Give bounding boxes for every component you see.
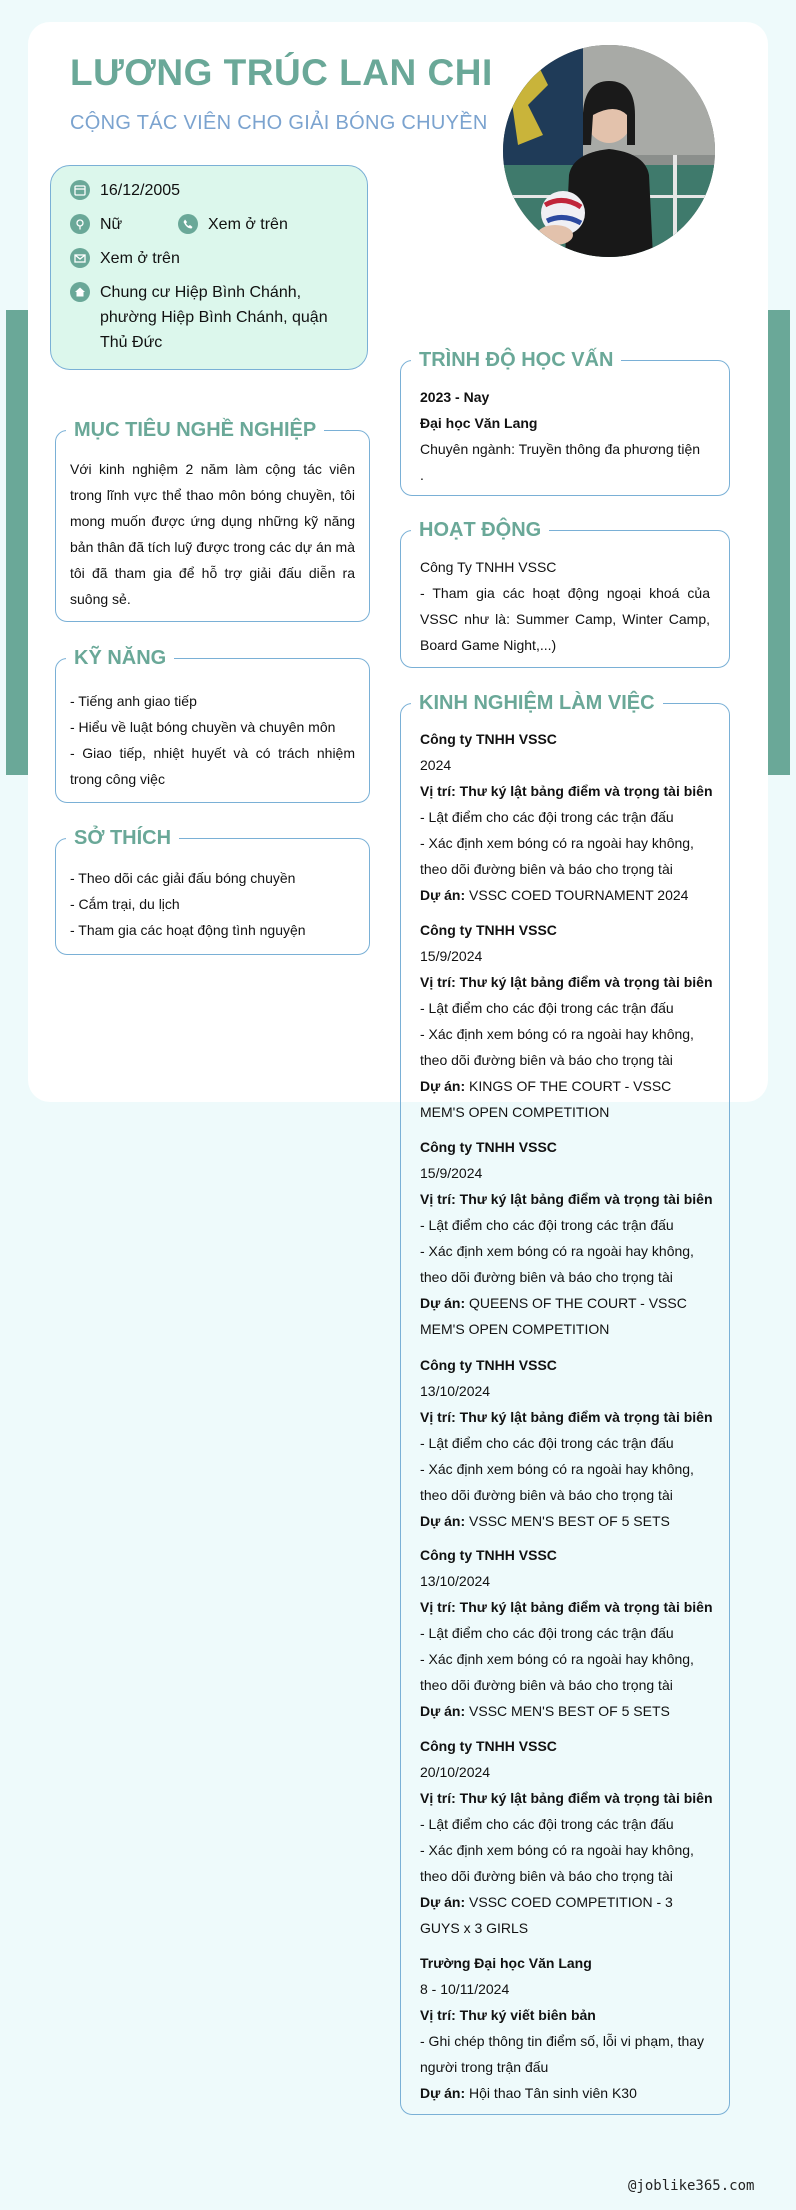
gender-icon: [70, 214, 90, 234]
entry-task: - Lật điểm cho các đội trong các trận đấu: [420, 809, 674, 825]
birthday-text: 16/12/2005: [100, 182, 181, 199]
education-title: TRÌNH ĐỘ HỌC VẤN: [411, 346, 621, 374]
entry-task: - Xác định xem bóng có ra ngoài hay không, theo dõi đường biên và báo cho trọng tài: [420, 1842, 694, 1884]
entry-date: 15/9/2024: [420, 948, 483, 964]
education-school: Đại học Văn Lang: [420, 415, 538, 431]
candidate-role: CỘNG TÁC VIÊN CHO GIẢI BÓNG CHUYỀN: [70, 112, 488, 134]
entry-date: 20/10/2024: [420, 1764, 491, 1780]
entry-company: Công ty TNHH VSSC: [420, 922, 557, 938]
entry-date: 15/9/2024: [420, 1165, 483, 1181]
activities-desc: - Tham gia các hoạt động ngoại khoá của VSSC như là: Summer Camp, Winter Camp, Board Game Night,...): [420, 585, 710, 653]
entry-project: Dự án: Hội thao Tân sinh viên K30: [420, 2085, 637, 2101]
address-text: Chung cư Hiệp Bình Chánh, phường Hiệp Bình Chánh, quận Thủ Đức: [100, 284, 328, 351]
profile-photo: [503, 45, 715, 257]
education-body: [420, 384, 715, 488]
entry-project: Dự án: QUEENS OF THE COURT - VSSC MEM'S OPEN COMPETITION: [420, 1295, 687, 1337]
entry-position: Vị trí: Thư ký lật bảng điểm và trọng tài biên: [420, 1409, 713, 1425]
email-text: Xem ở trên: [100, 250, 180, 267]
experience-entry: [420, 1352, 715, 1534]
email-icon: [70, 248, 90, 268]
entry-task: - Lật điểm cho các đội trong các trận đấu: [420, 1000, 674, 1016]
activities-org: Công Ty TNHH VSSC: [420, 559, 557, 575]
objective-title: MỤC TIÊU NGHỀ NGHIỆP: [66, 416, 324, 444]
skill-item: - Giao tiếp, nhiệt huyết và có trách nhiệm trong công việc: [70, 745, 355, 787]
objective-text: Với kinh nghiệm 2 năm làm cộng tác viên trong lĩnh vực thể thao môn bóng chuyền, tôi mong muốn được ứng dụng những kỹ năng bản thân đã tích luỹ được trong các dự án mà tôi đã tham gia để hỗ trợ giải đấu diễn ra suông sẻ.: [70, 461, 355, 607]
entry-position: Vị trí: Thư ký lật bảng điểm và trọng tài biên: [420, 1191, 713, 1207]
activities-title: HOẠT ĐỘNG: [411, 516, 549, 544]
experience-entry: [420, 1950, 715, 2106]
entry-position: Vị trí: Thư ký viết biên bản: [420, 2007, 596, 2023]
entry-company: Công ty TNHH VSSC: [420, 1738, 557, 1754]
entry-date: 8 - 10/11/2024: [420, 1981, 510, 1997]
entry-task: - Ghi chép thông tin điểm số, lỗi vi phạm, thay người trong trận đấu: [420, 2033, 705, 2075]
hobbies-title: SỞ THÍCH: [66, 824, 179, 852]
education-major: Chuyên ngành: Truyền thông đa phương tiện: [420, 441, 701, 457]
experience-entry: [420, 1542, 715, 1724]
entry-date: 13/10/2024: [420, 1383, 491, 1399]
skill-item: - Tiếng anh giao tiếp: [70, 693, 197, 709]
skills-title: KỸ NĂNG: [66, 644, 174, 672]
entry-company: Công ty TNHH VSSC: [420, 1547, 557, 1563]
profile-photo-illustration: [503, 45, 715, 257]
home-icon: [70, 282, 90, 302]
entry-task: - Xác định xem bóng có ra ngoài hay không, theo dõi đường biên và báo cho trọng tài: [420, 1461, 694, 1503]
entry-project: Dự án: VSSC COED COMPETITION - 3 GUYS x 3 GIRLS: [420, 1894, 673, 1936]
experience-entry: [420, 1733, 715, 1941]
entry-company: Trường Đại học Văn Lang: [420, 1955, 592, 1971]
entry-task: - Xác định xem bóng có ra ngoài hay không, theo dõi đường biên và báo cho trọng tài: [420, 835, 694, 877]
entry-position: Vị trí: Thư ký lật bảng điểm và trọng tài biên: [420, 1599, 713, 1615]
entry-task: - Xác định xem bóng có ra ngoài hay không, theo dõi đường biên và báo cho trọng tài: [420, 1651, 694, 1693]
contact-birthday: [70, 178, 180, 203]
activities-body: [420, 554, 710, 658]
entry-task: - Xác định xem bóng có ra ngoài hay không, theo dõi đường biên và báo cho trọng tài: [420, 1026, 694, 1068]
hobby-item: - Tham gia các hoạt động tình nguyện: [70, 922, 306, 938]
experience-entry: [420, 917, 715, 1125]
entry-task: - Lật điểm cho các đội trong các trận đấu: [420, 1435, 674, 1451]
entry-company: Công ty TNHH VSSC: [420, 1139, 557, 1155]
skill-item: - Hiểu về luật bóng chuyền và chuyên môn: [70, 719, 336, 735]
hobby-item: - Theo dõi các giải đấu bóng chuyền: [70, 870, 296, 886]
entry-task: - Lật điểm cho các đội trong các trận đấu: [420, 1625, 674, 1641]
contact-email: [70, 246, 180, 271]
education-dot: .: [420, 467, 424, 483]
experience-entry: [420, 726, 715, 908]
hobbies-list: [70, 865, 355, 943]
calendar-icon: [70, 180, 90, 200]
entry-position: Vị trí: Thư ký lật bảng điểm và trọng tài biên: [420, 974, 713, 990]
contact-address: [70, 280, 340, 355]
entry-date: 13/10/2024: [420, 1573, 491, 1589]
gender-text: Nữ: [100, 216, 123, 233]
contact-gender: [70, 212, 122, 237]
entry-position: Vị trí: Thư ký lật bảng điểm và trọng tài biên: [420, 1790, 713, 1806]
experience-entry: [420, 1134, 715, 1342]
entry-task: - Lật điểm cho các đội trong các trận đấu: [420, 1217, 674, 1233]
footer-credit: @joblike365.com: [628, 2178, 755, 2194]
candidate-name: LƯƠNG TRÚC LAN CHI: [70, 52, 493, 93]
skills-list: [70, 688, 355, 792]
left-accent-band: [6, 310, 28, 775]
hobby-item: - Cắm trại, du lịch: [70, 896, 180, 912]
entry-position: Vị trí: Thư ký lật bảng điểm và trọng tài biên: [420, 783, 713, 799]
entry-company: Công ty TNHH VSSC: [420, 731, 557, 747]
contact-phone: [178, 212, 288, 237]
entry-project: Dự án: VSSC MEN'S BEST OF 5 SETS: [420, 1703, 670, 1719]
entry-project: Dự án: VSSC COED TOURNAMENT 2024: [420, 887, 689, 903]
entry-task: - Xác định xem bóng có ra ngoài hay không, theo dõi đường biên và báo cho trọng tài: [420, 1243, 694, 1285]
experience-title: KINH NGHIỆM LÀM VIỆC: [411, 689, 663, 717]
entry-date: 2024: [420, 757, 452, 773]
entry-company: Công ty TNHH VSSC: [420, 1357, 557, 1373]
education-period: 2023 - Nay: [420, 389, 490, 405]
phone-text: Xem ở trên: [208, 216, 288, 233]
right-accent-band: [768, 310, 790, 775]
entry-project: Dự án: KINGS OF THE COURT - VSSC MEM'S OPEN COMPETITION: [420, 1078, 672, 1120]
phone-icon: [178, 214, 198, 234]
entry-project: Dự án: VSSC MEN'S BEST OF 5 SETS: [420, 1513, 670, 1529]
entry-task: - Lật điểm cho các đội trong các trận đấu: [420, 1816, 674, 1832]
